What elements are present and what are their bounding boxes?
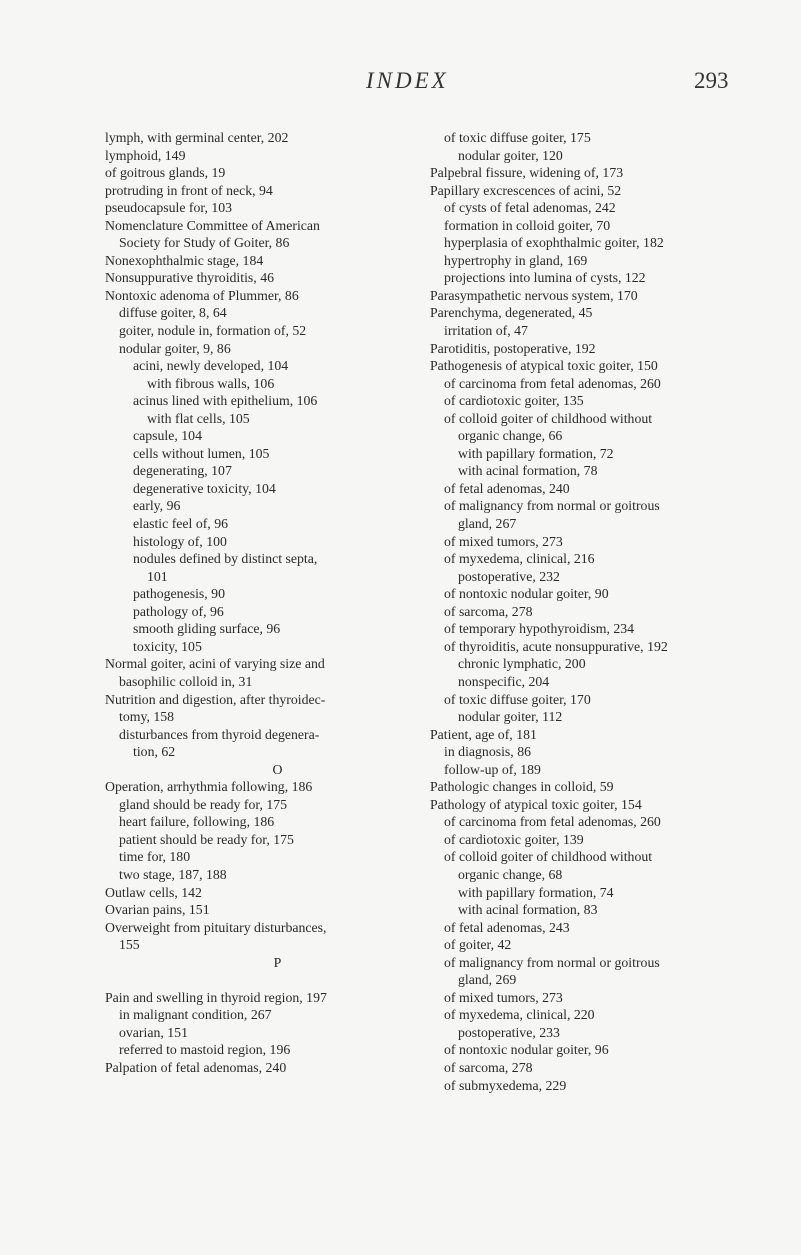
index-column-right (430, 129, 780, 1094)
index-entry: of toxic diffuse goiter, 170 (444, 691, 591, 707)
index-entry: elastic feel of, 96 (133, 516, 229, 532)
index-entry: postoperative, 232 (458, 568, 560, 584)
index-entry: with papillary formation, 74 (458, 884, 614, 900)
index-entry: Nomenclature Committee of American (105, 217, 320, 233)
index-entry: tomy, 158 (119, 709, 175, 725)
index-entry: heart failure, following, 186 (119, 814, 275, 830)
index-entry: with fibrous walls, 106 (147, 375, 275, 391)
spacer (105, 971, 450, 989)
index-entry: histology of, 100 (133, 533, 227, 549)
index-entry: irritation of, 47 (444, 323, 528, 339)
index-entry: formation in colloid goiter, 70 (444, 217, 611, 233)
index-entry: Ovarian pains, 151 (105, 902, 210, 918)
index-entry: Papillary excrescences of acini, 52 (430, 182, 622, 198)
index-entry: of myxedema, clinical, 216 (444, 551, 595, 567)
index-entry: Overweight from pituitary disturbances, (105, 919, 327, 935)
index-entry: of malignancy from normal or goitrous (444, 954, 660, 970)
index-entry: toxicity, 105 (133, 638, 202, 654)
index-entry: cells without lumen, 105 (133, 445, 270, 461)
index-entry: of fetal adenomas, 240 (444, 480, 570, 496)
index-entry: of colloid goiter of childhood without (444, 410, 653, 426)
index-entry: Operation, arrhythmia following, 186 (105, 779, 313, 795)
index-entry: of nontoxic nodular goiter, 96 (444, 1042, 609, 1058)
index-entry: nodular goiter, 9, 86 (119, 340, 231, 356)
index-entry: degenerative toxicity, 104 (133, 480, 276, 496)
index-entry: of nontoxic nodular goiter, 90 (444, 586, 609, 602)
index-entry: Society for Study of Goiter, 86 (119, 235, 290, 251)
index-entry: pseudocapsule for, 103 (105, 200, 233, 216)
index-entry: of mixed tumors, 273 (444, 989, 563, 1005)
index-entry: Normal goiter, acini of varying size and (105, 656, 325, 672)
index-entry: of submyxedema, 229 (444, 1077, 567, 1093)
index-entry: ovarian, 151 (119, 1024, 188, 1040)
index-entry: nonspecific, 204 (458, 673, 550, 689)
index-entry: pathology of, 96 (133, 603, 224, 619)
index-entry: 101 (147, 568, 168, 584)
index-entry: hyperplasia of exophthalmic goiter, 182 (444, 235, 664, 251)
index-entry: disturbances from thyroid degenera- (119, 726, 320, 742)
index-entry: of cardiotoxic goiter, 139 (444, 831, 584, 847)
index-entry: gland, 269 (458, 972, 517, 988)
index-entry: acini, newly developed, 104 (133, 358, 289, 374)
index-entry: referred to mastoid region, 196 (119, 1042, 291, 1058)
index-entry: Nontoxic adenoma of Plummer, 86 (105, 287, 299, 303)
section-letter: O (272, 761, 283, 777)
index-entry: of myxedema, clinical, 220 (444, 1007, 595, 1023)
index-entry: acinus lined with epithelium, 106 (133, 393, 318, 409)
index-entry: degenerating, 107 (133, 463, 232, 479)
index-entry: goiter, nodule in, formation of, 52 (119, 323, 307, 339)
index-column-left (105, 129, 450, 1077)
index-entry: of cysts of fetal adenomas, 242 (444, 200, 616, 216)
index-entry: 155 (119, 937, 140, 953)
index-entry: chronic lymphatic, 200 (458, 656, 586, 672)
index-entry: with flat cells, 105 (147, 410, 250, 426)
index-entry: in malignant condition, 267 (119, 1007, 272, 1023)
index-entry: basophilic colloid in, 31 (119, 673, 253, 689)
index-entry: hypertrophy in gland, 169 (444, 252, 588, 268)
index-entry: of colloid goiter of childhood without (444, 849, 653, 865)
index-entry: Parotiditis, postoperative, 192 (430, 340, 596, 356)
index-entry: nodules defined by distinct septa, (133, 551, 318, 567)
index-entry: with acinal formation, 83 (458, 902, 598, 918)
index-entry: Nonexophthalmic stage, 184 (105, 252, 264, 268)
index-entry: organic change, 68 (458, 866, 563, 882)
index-entry: Parenchyma, degenerated, 45 (430, 305, 593, 321)
index-entry: two stage, 187, 188 (119, 866, 227, 882)
index-entry: of malignancy from normal or goitrous (444, 498, 660, 514)
page-title: INDEX (366, 68, 449, 93)
index-entry: lymphoid, 149 (105, 147, 186, 163)
section-letter: P (273, 954, 282, 970)
index-entry: of carcinoma from fetal adenomas, 260 (444, 814, 661, 830)
index-entry: of thyroiditis, acute nonsuppurative, 192 (444, 638, 668, 654)
index-entry: of carcinoma from fetal adenomas, 260 (444, 375, 661, 391)
index-entry: Pathogenesis of atypical toxic goiter, 150 (430, 358, 658, 374)
index-entry: of goitrous glands, 19 (105, 165, 226, 181)
index-entry: postoperative, 233 (458, 1024, 560, 1040)
index-entry: follow-up of, 189 (444, 761, 541, 777)
index-entry: early, 96 (133, 498, 181, 514)
index-entry: with acinal formation, 78 (458, 463, 598, 479)
index-entry: Palpebral fissure, widening of, 173 (430, 165, 624, 181)
index-entry: protruding in front of neck, 94 (105, 182, 273, 198)
index-entry: projections into lumina of cysts, 122 (444, 270, 646, 286)
index-entry: Patient, age of, 181 (430, 726, 537, 742)
index-entry: in diagnosis, 86 (444, 744, 531, 760)
index-entry: Pathologic changes in colloid, 59 (430, 779, 614, 795)
page-number: 293 (694, 68, 729, 93)
index-entry: patient should be ready for, 175 (119, 831, 294, 847)
index-entry: gland, 267 (458, 516, 517, 532)
index-entry: pathogenesis, 90 (133, 586, 225, 602)
index-entry: Pain and swelling in thyroid region, 197 (105, 989, 327, 1005)
index-entry: time for, 180 (119, 849, 191, 865)
index-entry: organic change, 66 (458, 428, 563, 444)
index-entry: of toxic diffuse goiter, 175 (444, 130, 591, 145)
index-entry: Pathology of atypical toxic goiter, 154 (430, 796, 642, 812)
index-entry: diffuse goiter, 8, 64 (119, 305, 227, 321)
index-entry: of mixed tumors, 273 (444, 533, 563, 549)
index-entry: of sarcoma, 278 (444, 1059, 533, 1075)
index-entry: of goiter, 42 (444, 937, 512, 953)
index-entry: lymph, with germinal center, 202 (105, 130, 289, 145)
index-entry: of fetal adenomas, 243 (444, 919, 570, 935)
index-entry: Outlaw cells, 142 (105, 884, 202, 900)
index-entry: Nutrition and digestion, after thyroidec- (105, 691, 326, 707)
index-entry: gland should be ready for, 175 (119, 796, 288, 812)
index-entry: Nonsuppurative thyroiditis, 46 (105, 270, 274, 286)
index-entry: of cardiotoxic goiter, 135 (444, 393, 584, 409)
index-entry: nodular goiter, 120 (458, 147, 563, 163)
index-entry: nodular goiter, 112 (458, 709, 563, 725)
index-entry: tion, 62 (133, 744, 176, 760)
index-entry: capsule, 104 (133, 428, 202, 444)
index-entry: Palpation of fetal adenomas, 240 (105, 1059, 287, 1075)
page-header (0, 68, 801, 108)
index-entry: of temporary hypothyroidism, 234 (444, 621, 635, 637)
index-entry: Parasympathetic nervous system, 170 (430, 287, 638, 303)
index-entry: with papillary formation, 72 (458, 445, 614, 461)
index-entry: smooth gliding surface, 96 (133, 621, 281, 637)
index-entry: of sarcoma, 278 (444, 603, 533, 619)
